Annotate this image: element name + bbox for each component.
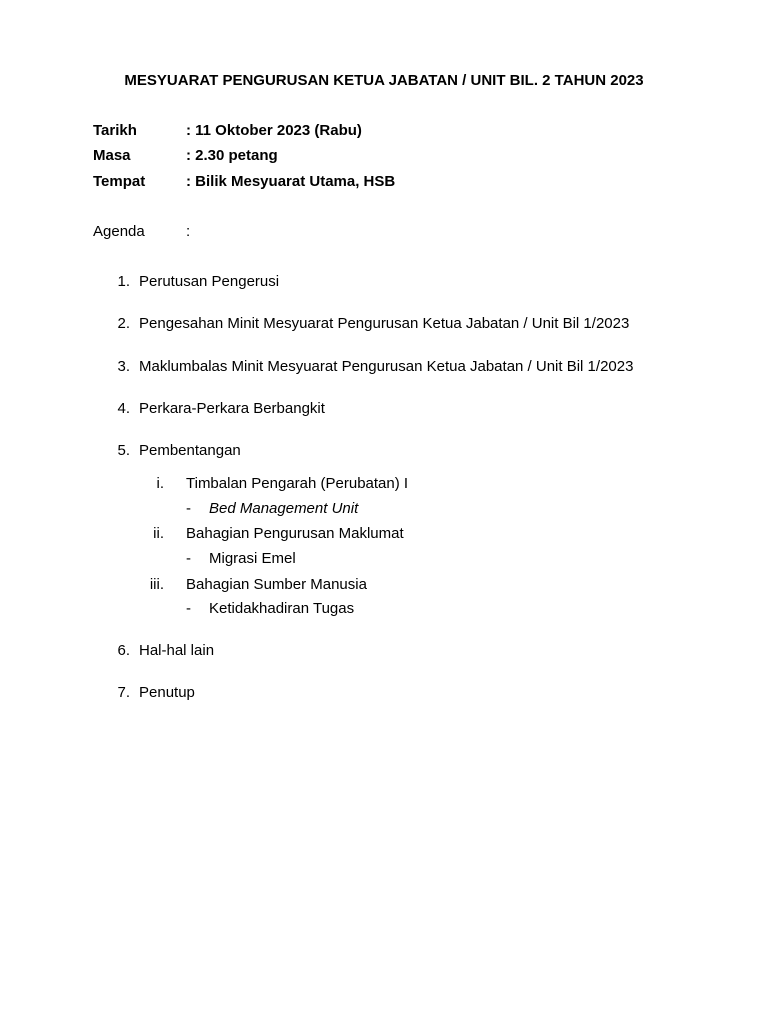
presentation-sub-text: Bed Management Unit <box>209 500 359 517</box>
agenda-item-text: Penutup <box>139 684 195 701</box>
presentation-sub-dash: - <box>186 500 191 517</box>
presentation-sub-dash: - <box>186 550 191 567</box>
presentation-sub-text: Migrasi Emel <box>209 550 296 567</box>
agenda-item-number: 4. <box>117 400 130 417</box>
agenda-item-text: Hal-hal lain <box>139 642 215 659</box>
document-title: MESYUARAT PENGURUSAN KETUA JABATAN / UNIT BIL. 2 TAHUN 2023 <box>124 72 644 89</box>
agenda-item-number: 6. <box>117 642 130 659</box>
presentation-sub-dash: - <box>186 600 191 617</box>
presentation-numeral: i. <box>156 475 164 492</box>
presentation-sub-text: Ketidakhadiran Tugas <box>209 600 355 617</box>
agenda-item-number: 2. <box>117 315 130 332</box>
agenda-item-text: Pembentangan <box>139 442 241 459</box>
agenda-colon: : <box>186 223 191 240</box>
agenda-item-number: 3. <box>117 358 130 375</box>
presentation-item-text: Timbalan Pengarah (Perubatan) I <box>186 475 409 492</box>
detail-label-tempat: Tempat <box>93 173 146 190</box>
agenda-item-number: 7. <box>117 684 130 701</box>
presentation-item-text: Bahagian Sumber Manusia <box>186 576 367 593</box>
detail-value-masa: : 2.30 petang <box>186 147 278 164</box>
agenda-item-number: 5. <box>117 442 130 459</box>
presentation-numeral: ii. <box>153 525 164 542</box>
agenda-item-text: Perutusan Pengerusi <box>139 273 280 290</box>
agenda-item-text: Pengesahan Minit Mesyuarat Pengurusan Ketua Jabatan / Unit Bil 1/2023 <box>139 315 630 332</box>
agenda-item-text: Perkara-Perkara Berbangkit <box>139 400 325 417</box>
detail-label-tarikh: Tarikh <box>93 122 137 139</box>
detail-value-tempat: : Bilik Mesyuarat Utama, HSB <box>186 173 396 190</box>
agenda-item-number: 1. <box>117 273 130 290</box>
presentation-item-text: Bahagian Pengurusan Maklumat <box>186 525 404 542</box>
agenda-label: Agenda <box>93 223 145 240</box>
agenda-item-text: Maklumbalas Minit Mesyuarat Pengurusan Ketua Jabatan / Unit Bil 1/2023 <box>139 358 634 375</box>
presentation-numeral: iii. <box>149 576 164 593</box>
detail-value-tarikh: : 11 Oktober 2023 (Rabu) <box>186 122 362 139</box>
detail-label-masa: Masa <box>93 147 131 164</box>
